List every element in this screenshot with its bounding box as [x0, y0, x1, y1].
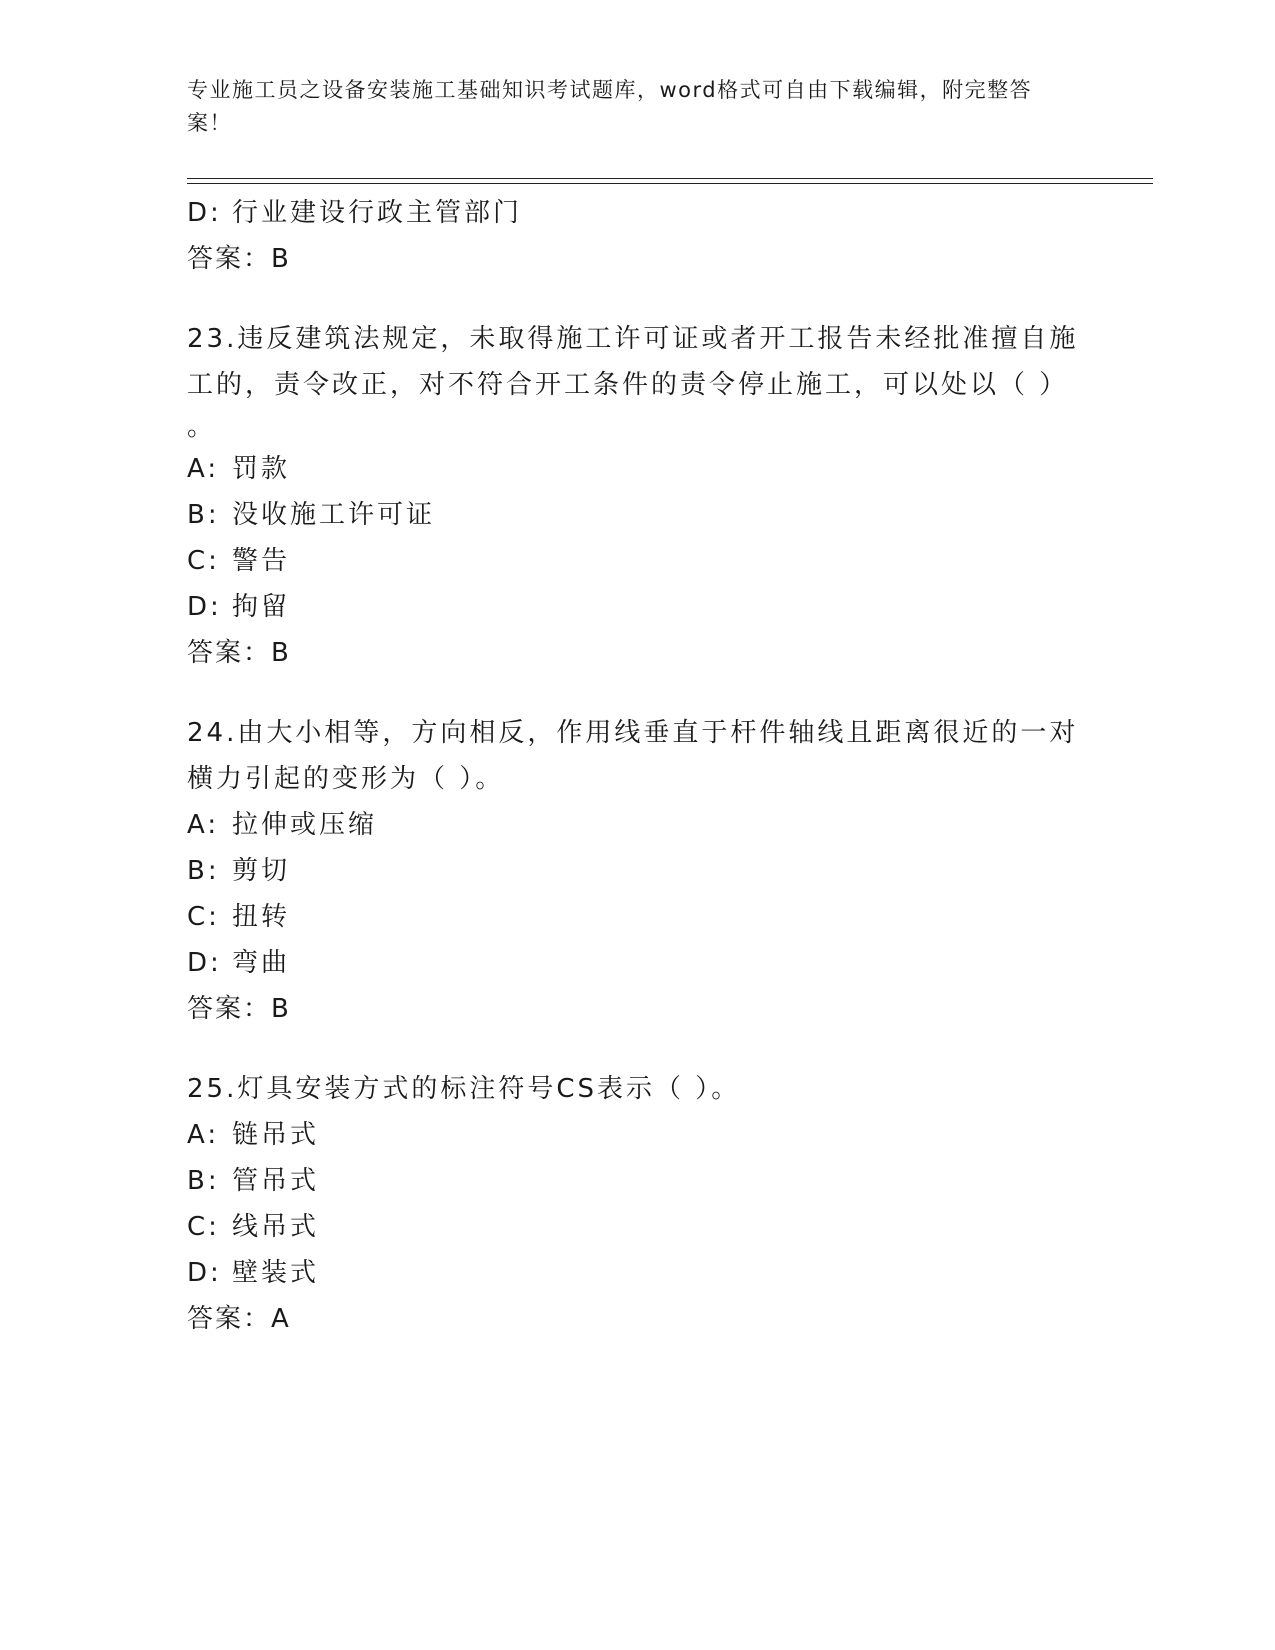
option-letter: B: [187, 856, 220, 886]
option-b [187, 492, 1087, 538]
option-letter: D: [187, 1258, 222, 1288]
option-text: 行业建设行政主管部门 [232, 198, 523, 228]
question-23 [187, 316, 1087, 676]
page-header: 专业施工员之设备安装施工基础知识考试题库，word格式可自由下载编辑，附完整答案！ [187, 78, 1033, 135]
option-text: 链吊式 [232, 1120, 320, 1150]
header-divider-bottom [187, 183, 1153, 184]
answer: 答案：B [187, 638, 291, 668]
question-text: 25.灯具安装方式的标注符号CS表示（ ）。 [187, 1074, 741, 1104]
option-text: 弯曲 [232, 948, 291, 978]
option-text: 拉伸或压缩 [232, 810, 378, 840]
option-text: 管吊式 [232, 1166, 320, 1196]
option-text: 壁装式 [232, 1258, 320, 1288]
option-d [187, 940, 1087, 986]
option-text: 罚款 [232, 454, 291, 484]
option-letter: D: [187, 198, 222, 228]
question-text: 23.违反建筑法规定，未取得施工许可证或者开工报告未经批准擅自施工的，责令改正，对不符合开工条件的责令停止施工，可以处以（ ） [187, 324, 1079, 400]
option-letter: C: [187, 902, 220, 932]
header-divider-top [187, 178, 1153, 179]
option-letter: D: [187, 592, 222, 622]
option-letter: A: [187, 1120, 220, 1150]
option-b [187, 1158, 1087, 1204]
option-c [187, 538, 1087, 584]
question-24 [187, 710, 1087, 1032]
option-a [187, 446, 1087, 492]
question-list [187, 190, 1087, 1342]
option-letter: B: [187, 500, 220, 530]
option-text: 没收施工许可证 [232, 500, 436, 530]
question-text-tail: 。 [187, 412, 214, 442]
question-text: 24.由大小相等，方向相反，作用线垂直于杆件轴线且距离很近的一对横力引起的变形为（ ）。 [187, 718, 1079, 794]
option-d [187, 1250, 1087, 1296]
option-text: 线吊式 [232, 1212, 320, 1242]
question-25 [187, 1066, 1087, 1342]
answer: 答案：A [187, 1304, 291, 1334]
option-d [187, 190, 1087, 236]
option-text: 警告 [232, 546, 291, 576]
option-letter: B: [187, 1166, 220, 1196]
option-text: 扭转 [232, 902, 291, 932]
option-text: 拘留 [232, 592, 291, 622]
option-letter: A: [187, 454, 220, 484]
option-c [187, 1204, 1087, 1250]
previous-question-fragment [187, 190, 1087, 282]
option-c [187, 894, 1087, 940]
option-letter: A: [187, 810, 220, 840]
answer: 答案：B [187, 994, 291, 1024]
option-letter: C: [187, 546, 220, 576]
option-b [187, 848, 1087, 894]
option-a [187, 802, 1087, 848]
option-letter: C: [187, 1212, 220, 1242]
option-letter: D: [187, 948, 222, 978]
option-a [187, 1112, 1087, 1158]
option-text: 剪切 [232, 856, 291, 886]
answer: 答案：B [187, 244, 291, 274]
option-d [187, 584, 1087, 630]
